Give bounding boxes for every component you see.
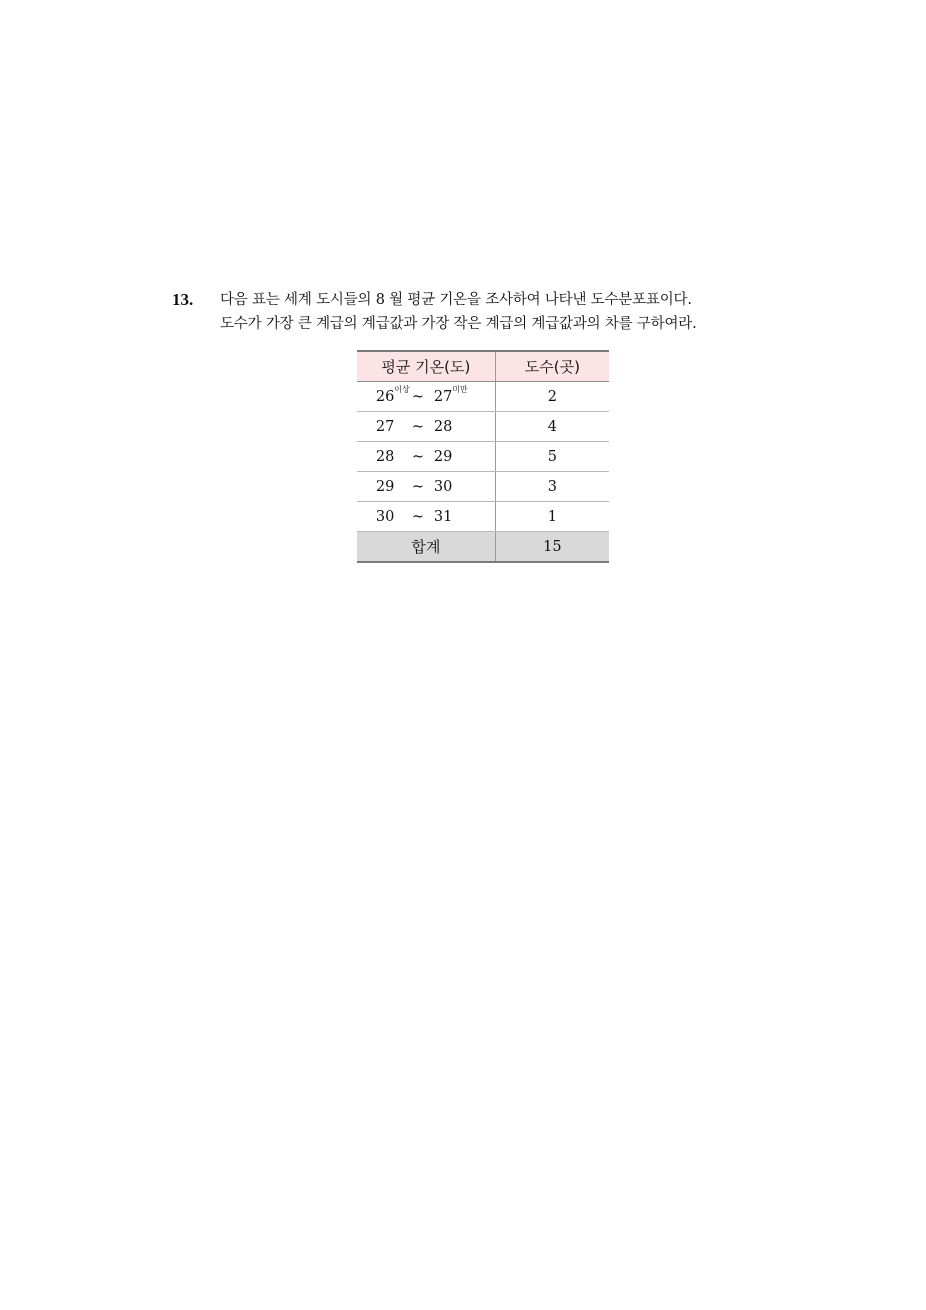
frequency-cell: 5	[495, 442, 609, 472]
frequency-cell: 2	[495, 382, 609, 412]
interval-tilde: ~	[411, 508, 424, 525]
interval-upper: 27	[433, 388, 453, 405]
table-total-row	[357, 532, 609, 563]
problem-statement	[220, 288, 840, 336]
interval-tilde: ~	[411, 448, 424, 465]
interval-lower: 30	[375, 508, 395, 525]
frequency-cell: 4	[495, 412, 609, 442]
problem-number: 13.	[172, 290, 194, 309]
total-count: 15	[495, 532, 609, 563]
problem-text-line-1: 다음 표는 세계 도시들의 8 월 평균 기온을 조사하여 나타낸 도수분포표이다.	[220, 292, 692, 308]
interval-lower: 29	[375, 478, 395, 495]
interval-upper-suffix: 미만	[452, 384, 468, 394]
frequency-cell: 3	[495, 472, 609, 502]
class-interval	[357, 472, 495, 502]
class-interval	[357, 382, 495, 412]
table-row	[357, 442, 609, 472]
interval-tilde: ~	[411, 418, 424, 435]
header-frequency: 도수(곳)	[495, 351, 609, 382]
class-interval	[357, 442, 495, 472]
frequency-cell: 1	[495, 502, 609, 532]
total-label: 합계	[357, 532, 495, 563]
interval-upper: 28	[433, 418, 453, 435]
interval-lower: 26	[375, 388, 395, 405]
interval-upper: 30	[433, 478, 453, 495]
table-row	[357, 502, 609, 532]
class-interval	[357, 412, 495, 442]
interval-upper: 31	[433, 508, 453, 525]
table-header-row	[357, 351, 609, 382]
table-row	[357, 472, 609, 502]
interval-tilde: ~	[411, 478, 424, 495]
frequency-table	[357, 350, 609, 563]
table-row	[357, 412, 609, 442]
interval-upper: 29	[433, 448, 453, 465]
interval-tilde: ~	[411, 388, 424, 405]
interval-lower: 27	[375, 418, 395, 435]
problem-text-line-2: 도수가 가장 큰 계급의 계급값과 가장 작은 계급의 계급값과의 차를 구하여라.	[220, 316, 697, 332]
interval-lower-suffix: 이상	[394, 384, 410, 394]
interval-lower: 28	[375, 448, 395, 465]
class-interval	[357, 502, 495, 532]
header-temperature: 평균 기온(도)	[357, 351, 495, 382]
table-row	[357, 382, 609, 412]
